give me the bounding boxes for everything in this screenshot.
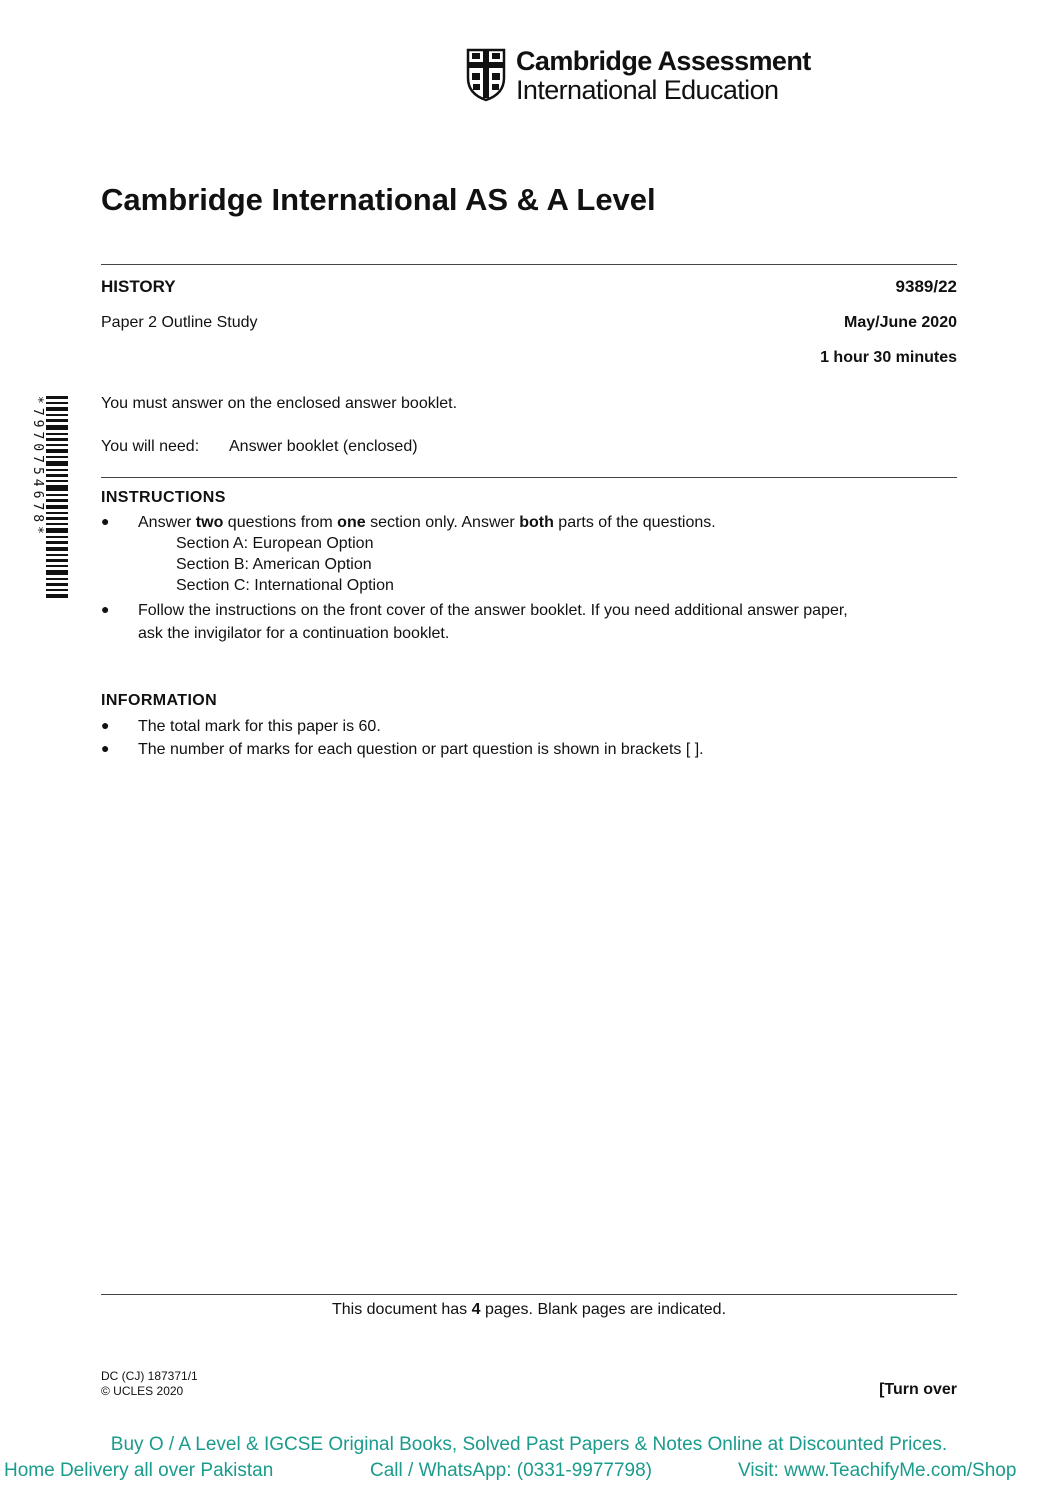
- answer-booklet-note: You must answer on the enclosed answer booklet.: [101, 395, 458, 412]
- paper-name: Paper 2 Outline Study: [101, 314, 258, 331]
- logo-line-2: International Education: [516, 75, 779, 105]
- promo-delivery: Home Delivery all over Pakistan: [4, 1460, 274, 1481]
- divider-instructions: [101, 477, 957, 478]
- page-count-pre: This document has: [331, 1301, 472, 1318]
- cambridge-shield-icon: [466, 48, 506, 102]
- instruction-1-part: section only. Answer: [365, 514, 520, 531]
- promo-banner-line-1: Buy O / A Level & IGCSE Original Books, Solved Past Papers & Notes Online at Discounted Prices.: [110, 1434, 948, 1455]
- instruction-1-emph: one: [337, 514, 366, 531]
- bullet-icon: ●: [101, 601, 110, 617]
- instruction-1: [138, 511, 716, 534]
- page-count-post: pages. Blank pages are indicated.: [480, 1301, 727, 1318]
- section-b-option: Section B: American Option: [176, 556, 372, 573]
- barcode-number: *7970754678*: [30, 396, 45, 538]
- you-will-need-value: Answer booklet (enclosed): [229, 438, 418, 455]
- instruction-1-part: Answer: [138, 514, 196, 531]
- promo-website-link[interactable]: Visit: www.TeachifyMe.com/Shop: [738, 1460, 1017, 1481]
- instruction-1-part: parts of the questions.: [553, 514, 716, 531]
- information-item-2: The number of marks for each question or part question is shown in brackets [ ].: [138, 741, 704, 758]
- information-heading: INFORMATION: [101, 692, 218, 709]
- promo-contact: Call / WhatsApp: (0331-9977798): [370, 1460, 652, 1481]
- information-item-1: The total mark for this paper is 60.: [138, 718, 381, 735]
- section-a-option: Section A: European Option: [176, 535, 374, 552]
- divider-top: [101, 264, 957, 265]
- section-c-option: Section C: International Option: [176, 577, 394, 594]
- page-title: Cambridge International AS & A Level: [101, 182, 656, 217]
- page-count-note: [0, 1301, 1058, 1319]
- barcode-icon: [46, 396, 68, 601]
- bullet-icon: ●: [101, 740, 110, 756]
- instruction-1-part: questions from: [223, 514, 338, 531]
- paper-code: 9389/22: [895, 277, 957, 296]
- exam-duration: 1 hour 30 minutes: [820, 349, 957, 366]
- exam-session: May/June 2020: [844, 314, 957, 331]
- copyright-notice: © UCLES 2020: [101, 1384, 184, 1398]
- you-will-need-label: You will need:: [101, 438, 200, 455]
- document-reference: DC (CJ) 187371/1: [101, 1369, 198, 1383]
- turn-over-label: [Turn over: [879, 1381, 957, 1398]
- subject-label: HISTORY: [101, 277, 176, 296]
- logo-line-1: Cambridge Assessment: [516, 46, 811, 76]
- instruction-2-line-2: ask the invigilator for a continuation booklet.: [138, 625, 450, 642]
- bullet-icon: ●: [101, 717, 110, 733]
- divider-footer: [101, 1294, 957, 1295]
- bullet-icon: ●: [101, 513, 110, 529]
- cambridge-logo: [466, 46, 811, 105]
- instruction-1-emph: two: [195, 514, 224, 531]
- instruction-1-emph: both: [519, 514, 554, 531]
- instructions-heading: INSTRUCTIONS: [101, 489, 226, 506]
- instruction-2-line-1: Follow the instructions on the front cover of the answer booklet. If you need additional answer paper,: [138, 602, 848, 619]
- page-count-number: 4: [471, 1301, 481, 1318]
